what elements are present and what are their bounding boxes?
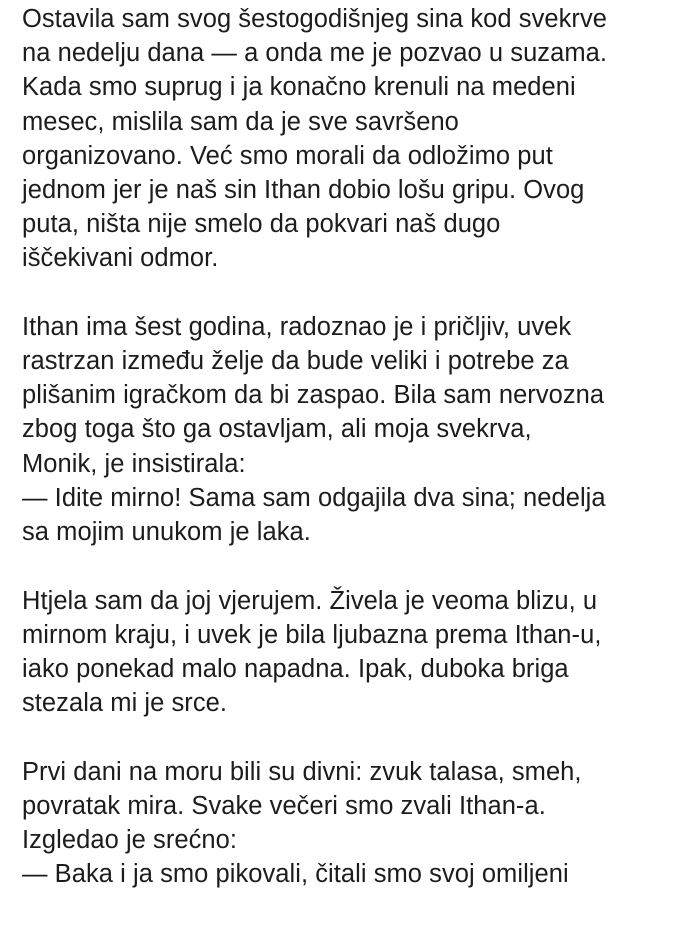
text-line: Kada smo suprug i ja konačno krenuli na medeni bbox=[22, 73, 576, 102]
text-line: — Baka i ja smo pikovali, čitali smo svoj omiljeni bbox=[22, 860, 569, 889]
text-line: mesec, mislila sam da je sve savršeno bbox=[22, 107, 459, 136]
text-line: plišanim igračkom da bi zaspao. Bila sam nervozna bbox=[22, 381, 605, 410]
text-line: rastrzan između želje da bude veliki i potrebe za bbox=[22, 347, 569, 376]
text-line: sa mojim unukom je laka. bbox=[22, 518, 311, 547]
text-line: zbog toga što ga ostavljam, ali moja svekrva, bbox=[22, 415, 532, 444]
text-line: puta, ništa nije smelo da pokvari naš dugo bbox=[22, 210, 501, 239]
text-line: organizovano. Već smo morali da odložimo put bbox=[22, 141, 553, 170]
document-body bbox=[22, 2, 692, 926]
text-line: iako ponekad malo napadna. Ipak, duboka briga bbox=[22, 654, 569, 683]
text-line: mirnom kraju, i uvek je bila ljubazna prema Ithan-u, bbox=[22, 620, 602, 649]
text-line: stezala mi je srce. bbox=[22, 689, 228, 718]
text-line: Izgledao je srećno: bbox=[22, 826, 237, 855]
text-line: Ithan ima šest godina, radoznao je i pričljiv, uvek bbox=[22, 312, 572, 341]
text-line: Monik, je insistirala: bbox=[22, 449, 246, 478]
text-line: iščekivani odmor. bbox=[22, 244, 219, 273]
paragraph-1 bbox=[22, 2, 692, 276]
text-line: jednom jer je naš sin Ithan dobio lošu gripu. Ovog bbox=[22, 175, 585, 204]
text-line: Prvi dani na moru bili su divni: zvuk talasa, smeh, bbox=[22, 757, 582, 786]
paragraph-3 bbox=[22, 584, 692, 721]
text-line: Ostavila sam svog šestogodišnjeg sina kod svekrve bbox=[22, 5, 607, 33]
paragraph-4 bbox=[22, 755, 692, 892]
paragraph-2 bbox=[22, 310, 692, 549]
text-line: Htjela sam da joj vjerujem. Živela je veoma blizu, u bbox=[22, 586, 598, 615]
text-line: povratak mira. Svake večeri smo zvali Ithan-a. bbox=[22, 791, 546, 820]
text-line: — Idite mirno! Sama sam odgajila dva sina; nedelja bbox=[22, 483, 606, 512]
text-line: na nedelju dana — a onda me je pozvao u suzama. bbox=[22, 39, 607, 68]
